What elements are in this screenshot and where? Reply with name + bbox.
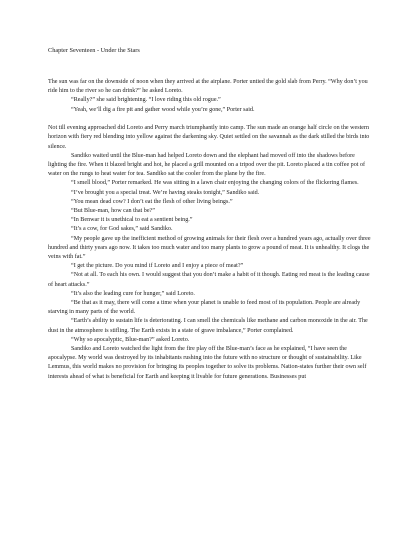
paragraph: “You mean dead cow? I don’t eat the flesh of other living beings.” [71,198,233,205]
paragraph: “I smell blood,” Porter remarked. He was sitting in a lawn chair enjoying the changing colors of the flickering flames. [71,180,359,187]
paragraph: “I get the picture. Do you mind if Loreto and I enjoy a piece of meat?” [71,263,244,270]
paragraph: “My people gave up the inefficient method of growing animals for their flesh over a hundred years ago, actually over three hundred and thirty years ago now. It takes too much water and too many plants to grow a pound of meat. It is unhealthy. It clogs the veins with fat.” [48,235,371,261]
paragraph: “It’s also the leading cure for hunger,” said Loreto. [71,290,195,297]
paragraph: “I’ve brought you a special treat. We’re having steaks tonight,” Sandiko said. [71,189,260,196]
paragraph: “Why so apocalyptic, Blue-man?” asked Loreto. [71,336,190,343]
paragraph: “Yeah, we’ll dig a fire pit and gather wood while you’re gone,” Porter said. [71,106,255,113]
paragraph: Sandiko waited until the Blue-man had helped Loreto down and the elephant had moved off into the shadows before lighting the fire. When it blazed bright and hot, he placed a grill mounted on a tripod over the pit. Loreto placed a tin coffee pot of water on the rungs to heat water for tea. Sandiko sat the cooler from the plane by the fire. [48,152,366,178]
paragraph: “Earth’s ability to sustain life is deteriorating. I can smell the chemicals like methane and carbon monoxide in the air. The dust in the atmosphere is stifling. The Earth exists in a state of grave imbalance,” Porter complained. [48,318,368,334]
paragraph: “It’s a cow, for God sakes,” said Sandiko. [71,226,173,233]
paragraph: “Really?” she said brightening. “I love riding this old rogue.” [71,97,221,104]
paragraph: Sandiko and Loreto watched the light from the fire play off the Blue-man’s face as he explained, “I have seen the apocalypse. My world was destroyed by its inhabitants rushing into the future with no structure or thought of sustainability. Like Lemmus, this world makes no provision for bringing its peoples together to solve its problems. Nation-states further their own self interests ahead of what is beneficial for Earth and keeping it livable for future generations. Businesses put [48,346,367,380]
paragraph: “But Blue-man, how can that be?” [71,208,155,215]
paragraph: The sun was far on the downside of noon when they arrived at the airplane. Porter untied the gold slab from Perry. “Why don’t you ride him to the river so he can drink?” he asked Loreto. [48,79,368,95]
paragraph: Not till evening approached did Loreto and Perry march triumphantly into camp. The sun made an orange half circle on the western horizon with fiery red blending into yellow against the darkening sky. Quiet settled on the savannah as the dark stilled the birds into silence. [48,125,370,150]
chapter-body [48,78,374,382]
chapter-title: Chapter Seventeen - Under the Stars [48,47,140,54]
paragraph: “In Benwar it is unethical to eat a sentient being.” [71,217,193,224]
paragraph: “Not at all. To each his own. I would suggest that you don’t make a habit of it though. Eating red meat is the leading cause of heart attacks.” [48,272,370,288]
paragraph: “Be that as it may, there will come a time when your planet is unable to feed most of its population. People are already starving in many parts of the world. [48,300,361,316]
